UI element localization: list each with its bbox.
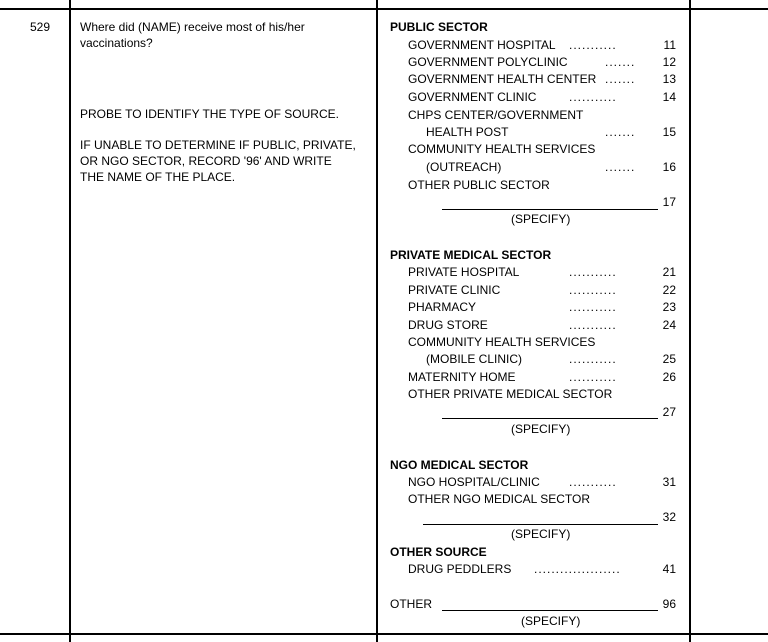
code-12: 12	[662, 55, 676, 69]
leader-dots: ...........	[569, 90, 617, 104]
code-24: 24	[662, 318, 676, 332]
option-other-ngo: OTHER NGO MEDICAL SECTOR	[408, 492, 591, 506]
option-other-public: OTHER PUBLIC SECTOR	[408, 178, 550, 192]
probe-instruction: PROBE TO IDENTIFY THE TYPE OF SOURCE.	[80, 107, 339, 121]
col-divider-2	[376, 0, 378, 642]
specify-label-other: (SPECIFY)	[521, 614, 581, 628]
leader-dots: ...........	[569, 352, 617, 366]
col-divider-3	[689, 0, 691, 642]
option-gov-clinic: GOVERNMENT CLINIC	[408, 90, 537, 104]
leader-dots: .......	[605, 125, 636, 139]
leader-dots: ...........	[569, 38, 617, 52]
option-community-health-mobile-line2: (MOBILE CLINIC)	[426, 352, 523, 366]
leader-dots: ...........	[569, 475, 617, 489]
specify-line-private	[442, 418, 658, 419]
code-14: 14	[662, 90, 676, 104]
code-26: 26	[662, 370, 676, 384]
code-25: 25	[662, 352, 676, 366]
code-96: 96	[662, 597, 676, 611]
specify-label-public: (SPECIFY)	[511, 212, 571, 226]
option-other-private: OTHER PRIVATE MEDICAL SECTOR	[408, 387, 613, 401]
option-gov-hospital: GOVERNMENT HOSPITAL	[408, 38, 556, 52]
option-chps-line1: CHPS CENTER/GOVERNMENT	[408, 108, 584, 122]
private-sector-header: PRIVATE MEDICAL SECTOR	[390, 248, 552, 262]
option-maternity-home: MATERNITY HOME	[408, 370, 516, 384]
record-instruction-line3: THE NAME OF THE PLACE.	[80, 170, 236, 184]
leader-dots: ...........	[569, 283, 617, 297]
code-15: 15	[662, 125, 676, 139]
code-17: 17	[662, 195, 676, 209]
leader-dots: ...........	[569, 318, 617, 332]
leader-dots: .......	[605, 72, 636, 86]
top-rule	[0, 8, 768, 10]
leader-dots: ...........	[569, 370, 617, 384]
option-private-clinic: PRIVATE CLINIC	[408, 283, 501, 297]
question-number: 529	[30, 20, 51, 34]
option-community-health-mobile-line1: COMMUNITY HEALTH SERVICES	[408, 335, 596, 349]
option-private-hospital: PRIVATE HOSPITAL	[408, 265, 520, 279]
option-community-health-outreach-line2: (OUTREACH)	[426, 160, 502, 174]
leader-dots: ...........	[569, 300, 617, 314]
option-ngo-hospital: NGO HOSPITAL/CLINIC	[408, 475, 540, 489]
leader-dots: .......	[605, 160, 636, 174]
option-community-health-outreach-line1: COMMUNITY HEALTH SERVICES	[408, 142, 596, 156]
ngo-sector-header: NGO MEDICAL SECTOR	[390, 458, 529, 472]
col-divider-1	[69, 0, 71, 642]
question-text-line2: vaccinations?	[80, 36, 153, 50]
code-23: 23	[662, 300, 676, 314]
code-11: 11	[663, 38, 676, 52]
bottom-rule	[0, 633, 768, 635]
specify-line-public	[442, 209, 658, 210]
option-drug-peddlers: DRUG PEDDLERS	[408, 562, 512, 576]
code-22: 22	[662, 283, 676, 297]
leader-dots: .......	[605, 55, 636, 69]
option-chps-line2: HEALTH POST	[426, 125, 509, 139]
code-41: 41	[662, 562, 676, 576]
leader-dots: ...........	[569, 265, 617, 279]
record-instruction-line2: OR NGO SECTOR, RECORD '96' AND WRITE	[80, 154, 332, 168]
specify-label-ngo: (SPECIFY)	[511, 527, 571, 541]
code-21: 21	[662, 265, 676, 279]
leader-dots: ....................	[534, 562, 621, 576]
code-13: 13	[662, 72, 676, 86]
code-31: 31	[662, 475, 676, 489]
option-gov-health-center: GOVERNMENT HEALTH CENTER	[408, 72, 597, 86]
option-drug-store: DRUG STORE	[408, 318, 488, 332]
option-gov-polyclinic: GOVERNMENT POLYCLINIC	[408, 55, 568, 69]
specify-label-private: (SPECIFY)	[511, 422, 571, 436]
question-text-line1: Where did (NAME) receive most of his/her	[80, 20, 305, 34]
record-instruction-line1: IF UNABLE TO DETERMINE IF PUBLIC, PRIVATE,	[80, 138, 356, 152]
public-sector-header: PUBLIC SECTOR	[390, 20, 488, 34]
code-16: 16	[662, 160, 676, 174]
other-source-header: OTHER SOURCE	[390, 545, 487, 559]
specify-line-ngo	[423, 524, 658, 525]
specify-line-other	[442, 610, 658, 611]
code-27: 27	[662, 405, 676, 419]
option-other: OTHER	[390, 597, 432, 611]
option-pharmacy: PHARMACY	[408, 300, 477, 314]
code-32: 32	[662, 510, 676, 524]
